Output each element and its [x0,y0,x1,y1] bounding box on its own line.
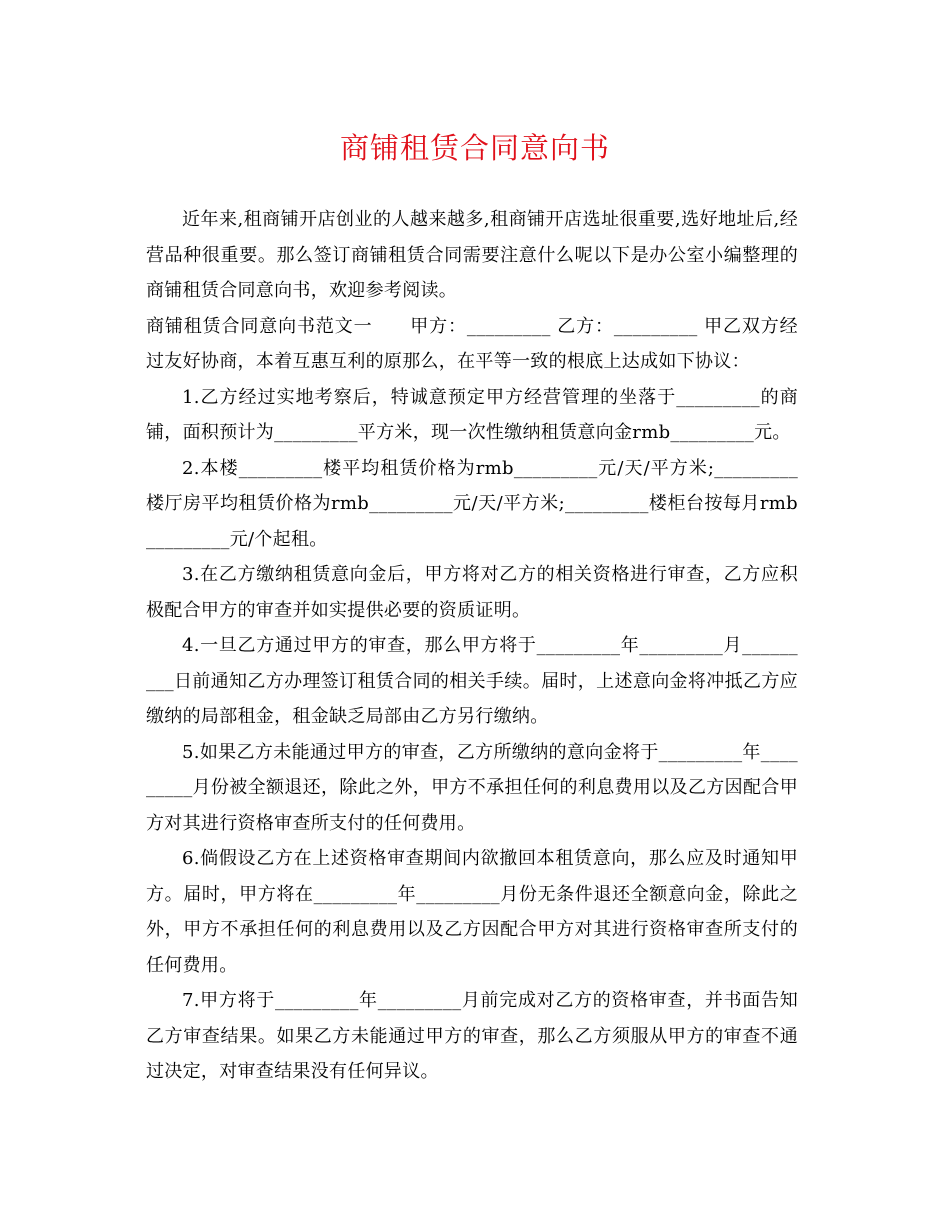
clause-6: 6.倘假设乙方在上述资格审查期间内欲撤回本租赁意向，那么应及时通知甲方。届时，甲方将在_________年_________月份无条件退还全额意向金，除此之外，甲方不承担任何的利息费用以及乙方因配合甲方对其进行资格审查所支付的任何费用。 [146,848,798,976]
document-body [146,202,798,1090]
clause-2: 2.本楼_________楼平均租赁价格为rmb_________元/天/平方米;_________楼厅房平均租赁价格为rmb_________元/天/平方米;_________楼柜台按每月rmb_________元/个起租。 [146,457,798,550]
paragraph-intro: 近年来,租商铺开店创业的人越来越多,租商铺开店选址很重要,选好地址后,经营品种很重要。那么签订商铺租赁合同需要注意什么呢以下是办公室小编整理的商铺租赁合同意向书，欢迎参考阅读。 [146,209,798,301]
clause-5: 5.如果乙方未能通过甲方的审查，乙方所缴纳的意向金将于_________年_________月份被全额退还，除此之外，甲方不承担任何的利息费用以及乙方因配合甲方对其进行资格审查所支付的任何费用。 [146,741,798,834]
document-title: 商铺租赁合同意向书 [339,131,610,165]
clause-3: 3.在乙方缴纳租赁意向金后，甲方将对乙方的相关资格进行审查，乙方应积极配合甲方的审查并如实提供必要的资质证明。 [146,564,798,621]
paragraph-preamble: 商铺租赁合同意向书范文一 甲方：_________ 乙方：_________ 甲乙双方经过友好协商，本着互惠互利的原那么，在平等一致的根底上达成如下协议： [146,315,798,372]
clause-1: 1.乙方经过实地考察后，特诚意预定甲方经营管理的坐落于_________的商铺，面积预计为_________平方米，现一次性缴纳租赁意向金rmb_________元。 [146,386,798,443]
clause-4: 4.一旦乙方通过甲方的审查，那么甲方将于_________年_________月_________日前通知乙方办理签订租赁合同的相关手续。届时，上述意向金将冲抵乙方应缴纳的局部租金，租金缺乏局部由乙方另行缴纳。 [146,635,798,727]
clause-7: 7.甲方将于_________年_________月前完成对乙方的资格审查，并书面告知乙方审查结果。如果乙方未能通过甲方的审查，那么乙方须服从甲方的审查不通过决定，对审查结果没有任何异议。 [146,990,798,1082]
